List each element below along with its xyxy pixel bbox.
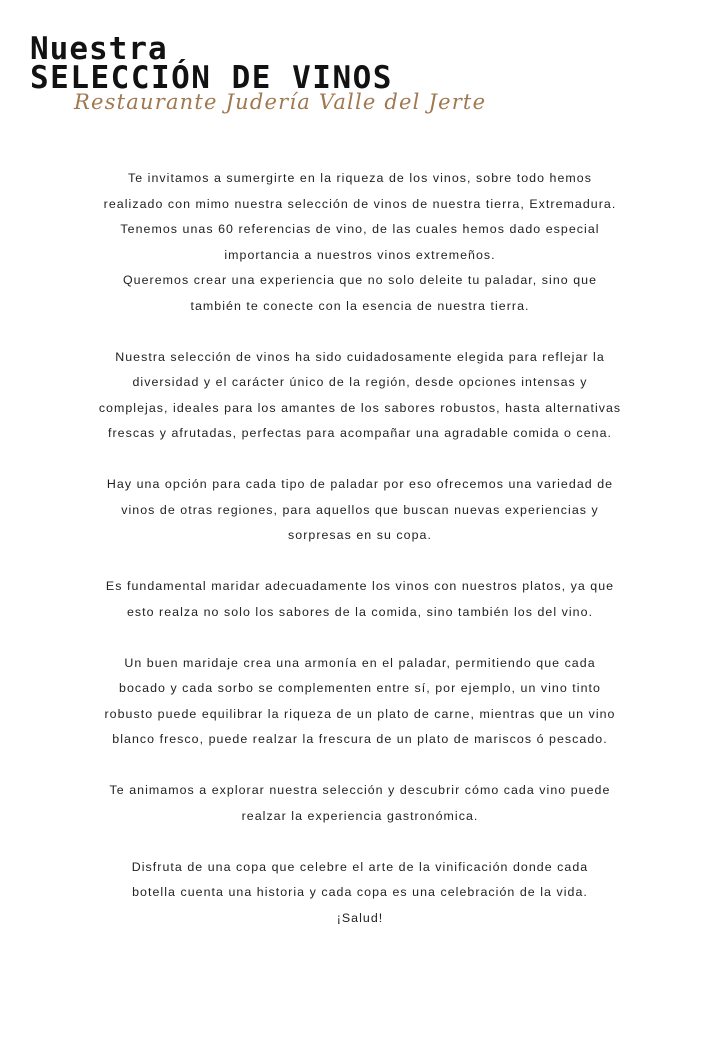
text-line: diversidad y el carácter único de la región, desde opciones intensas y (132, 375, 588, 389)
text-line: Un buen maridaje crea una armonía en el paladar, permitiendo que cada (124, 655, 596, 670)
text-line: Es fundamental maridar adecuadamente los vinos con nuestros platos, ya que (105, 579, 615, 593)
text-line: ¡Salud! (336, 910, 384, 925)
text-line: también te conecte con la esencia de nuestra tierra. (190, 298, 530, 313)
restaurant-subtitle: Restaurante Judería Valle del Jerte (74, 90, 487, 114)
text-line: blanco fresco, puede realzar la frescura de un plato de mariscos ó pescado. (112, 732, 608, 746)
text-line: Queremos crear una experiencia que no solo deleite tu paladar, sino que (122, 273, 598, 287)
paragraph (90, 345, 630, 447)
text-line: Tenemos unas 60 referencias de vino, de las cuales hemos dado especial (120, 222, 600, 236)
page-header (30, 31, 490, 124)
paragraph (90, 778, 630, 829)
text-line: importancia a nuestros vinos extremeños. (224, 247, 496, 262)
text-line: esto realza no solo los sabores de la comida, sino también los del vino. (126, 604, 594, 619)
text-line: Nuestra selección de vinos ha sido cuidadosamente elegida para reflejar la (115, 349, 605, 364)
title-line-2: SELECCIÓN DE VINOS (30, 60, 393, 96)
text-line: Disfruta de una copa que celebre el arte de la vinificación donde cada (131, 859, 589, 874)
intro-text (90, 166, 630, 957)
paragraph (90, 651, 630, 753)
text-line: sorpresas en su copa. (288, 528, 432, 542)
title-line-1: Nuestra (30, 31, 168, 67)
text-line: realzar la experiencia gastronómica. (241, 808, 479, 823)
text-line: Hay una opción para cada tipo de paladar por eso ofrecemos una variedad de (106, 477, 614, 491)
paragraph (90, 855, 630, 932)
paragraph (90, 166, 630, 319)
text-line: realizado con mimo nuestra selección de vinos de nuestra tierra, Extremadura. (103, 196, 617, 211)
text-line: frescas y afrutadas, perfectas para acompañar una agradable comida o cena. (107, 426, 613, 440)
text-line: Te invitamos a sumergirte en la riqueza de los vinos, sobre todo hemos (127, 171, 592, 185)
text-line: complejas, ideales para los amantes de los sabores robustos, hasta alternativas (98, 400, 622, 415)
text-line: bocado y cada sorbo se complementen entre sí, por ejemplo, un vino tinto (119, 681, 601, 695)
text-line: botella cuenta una historia y cada copa es una celebración de la vida. (132, 885, 588, 899)
text-line: vinos de otras regiones, para aquellos que buscan nuevas experiencias y (121, 502, 599, 517)
text-line: Te animamos a explorar nuestra selección y descubrir cómo cada vino puede (109, 783, 611, 797)
paragraph (90, 472, 630, 549)
text-line: robusto puede equilibrar la riqueza de un plato de carne, mientras que un vino (104, 706, 616, 721)
paragraph (90, 574, 630, 625)
